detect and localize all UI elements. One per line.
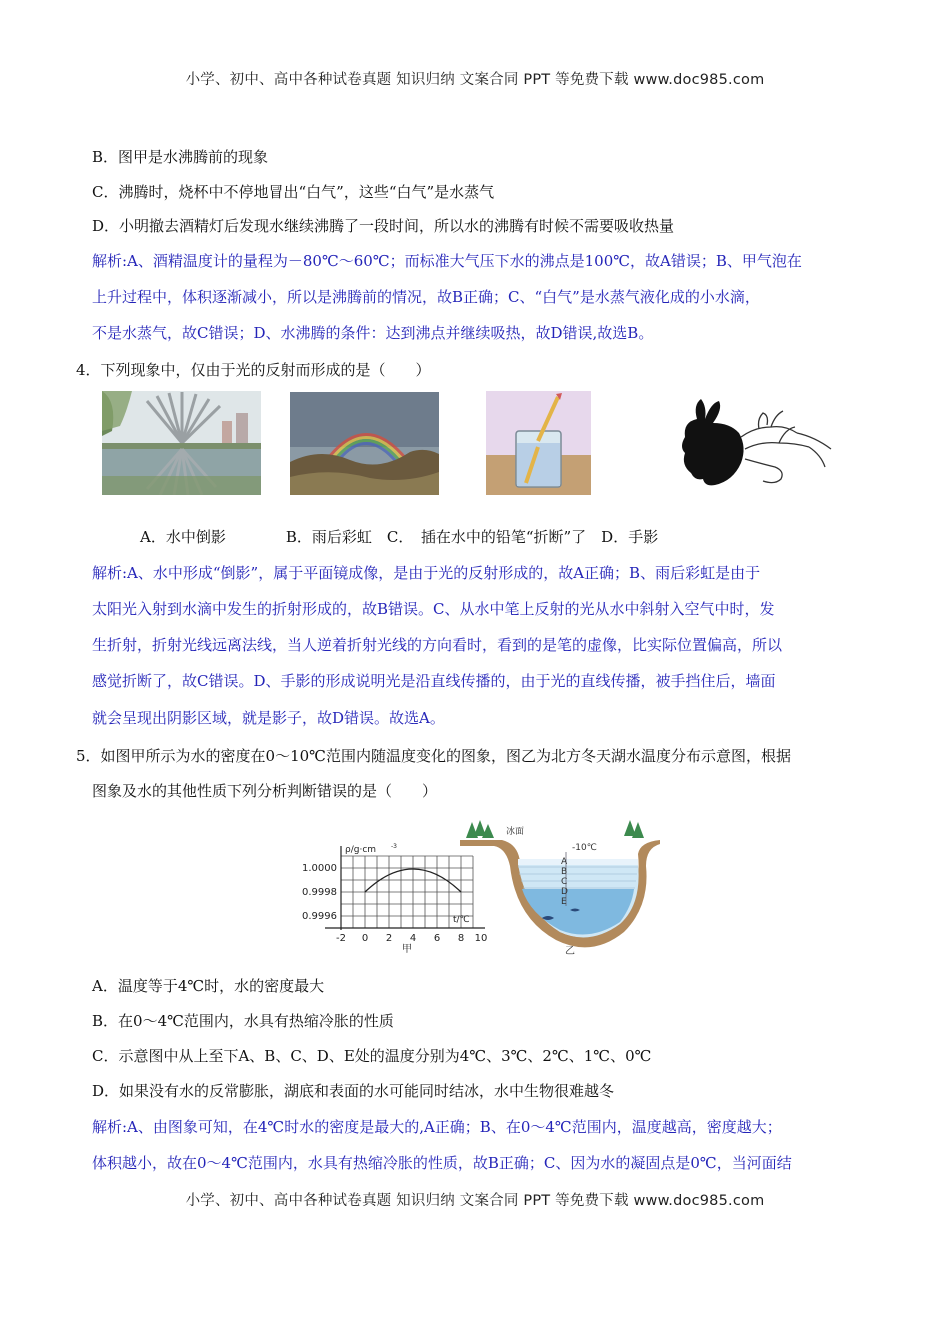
ice-surface-label: 冰面 bbox=[506, 827, 525, 837]
graph-ytick: 0.9996 bbox=[302, 911, 337, 922]
q3-analysis-line: 上升过程中，体积逐渐减小，所以是沸腾前的情况，故B正确；C、“白气”是水蒸气液化成的小水滴， bbox=[92, 288, 760, 306]
graph-xtick: 0 bbox=[361, 933, 369, 944]
point-letter: D bbox=[561, 887, 568, 897]
q4-analysis-line: 就会呈现出阴影区域，就是影子，故D错误。故选A。 bbox=[92, 709, 445, 727]
q4-stem: 4．下列现象中，仅由于光的反射而形成的是（ ） bbox=[76, 361, 431, 379]
q4-analysis-line: 解析:A、水中形成“倒影”，属于平面镜成像，是由于光的反射形成的，故A正确；B、雨后彩虹是由于 bbox=[92, 564, 761, 582]
graph-xtick: -2 bbox=[336, 933, 346, 944]
q3-option-c: C．沸腾时，烧杯中不停地冒出“白气”，这些“白气”是水蒸气 bbox=[92, 183, 495, 201]
q4-analysis-line: 感觉折断了，故C错误。D、手影的形成说明光是沿直线传播的，由于光的直线传播，被手挡住后，墙面 bbox=[92, 672, 776, 690]
q3-option-b: B．图甲是水沸腾前的现象 bbox=[92, 148, 269, 166]
graph-ylabel-exponent: -3 bbox=[391, 843, 397, 850]
q5-option-a: A．温度等于4℃时，水的密度最大 bbox=[92, 977, 325, 995]
q3-option-d: D．小明撤去酒精灯后发现水继续沸腾了一段时间，所以水的沸腾有时候不需要吸收热量 bbox=[92, 217, 675, 235]
point-letter: B bbox=[561, 867, 568, 877]
lake-temperature-diagram bbox=[457, 814, 660, 956]
q5-stem: 5．如图甲所示为水的密度在0～10℃范围内随温度变化的图象，图乙为北方冬天湖水温度分布示意图，根据 bbox=[76, 747, 791, 765]
graph-ylabel: ρ/g·cm bbox=[345, 845, 377, 855]
graph-xtick: 4 bbox=[409, 933, 417, 944]
air-temperature-label: -10℃ bbox=[572, 843, 597, 853]
point-letter: E bbox=[561, 897, 567, 907]
graph-xtick: 8 bbox=[457, 933, 465, 944]
graph-ytick: 0.9998 bbox=[302, 887, 337, 898]
q4-analysis-line: 生折射，折射光线远离法线，当人逆着折射光线的方向看时，看到的是笔的虚像，比实际位置偏高，所以 bbox=[92, 636, 783, 654]
page-header: 小学、初中、高中各种试卷真题 知识归纳 文案合同 PPT 等免费下载 www.doc985.com bbox=[185, 72, 765, 88]
q5-stem-line2: 图象及水的其他性质下列分析判断错误的是（ ） bbox=[92, 782, 438, 800]
reflection-photo bbox=[102, 391, 261, 495]
q5-option-b: B．在0～4℃范围内，水具有热缩冷胀的性质 bbox=[92, 1012, 394, 1030]
graph-xtick: 6 bbox=[433, 933, 441, 944]
q5-option-d: D．如果没有水的反常膨胀，湖底和表面的水可能同时结冰，水中生物很难越冬 bbox=[92, 1082, 615, 1100]
page-footer: 小学、初中、高中各种试卷真题 知识归纳 文案合同 PPT 等免费下载 www.doc985.com bbox=[185, 1193, 765, 1209]
point-letter: A bbox=[561, 857, 568, 867]
graph-xtick: 10 bbox=[474, 933, 488, 944]
graph-ytick: 1.0000 bbox=[302, 863, 337, 874]
point-letter: C bbox=[561, 877, 568, 887]
lake-caption: 乙 bbox=[565, 946, 575, 956]
hand-shadow-picture bbox=[675, 397, 835, 491]
q3-analysis-line: 解析:A、酒精温度计的量程为－80℃～60℃；而标准大气压下水的沸点是100℃，故A错误；B、甲气泡在 bbox=[92, 252, 802, 270]
rainbow-photo bbox=[290, 392, 439, 495]
graph-xtick: 2 bbox=[385, 933, 393, 944]
q5-analysis-line: 解析:A、由图象可知，在4℃时水的密度是最大的,A正确；B、在0～4℃范围内，温度越高，密度越大； bbox=[92, 1118, 782, 1136]
graph-caption: 甲 bbox=[402, 944, 412, 954]
q4-analysis-line: 太阳光入射到水滴中发生的折射形成的，故B错误。C、从水中笔上反射的光从水中斜射入空气中时，发 bbox=[92, 600, 775, 618]
q5-analysis-line: 体积越小，故在0～4℃范围内，水具有热缩冷胀的性质，故B正确；C、因为水的凝固点是0℃，当河面结 bbox=[92, 1154, 792, 1172]
pencil-in-water-picture bbox=[486, 391, 591, 495]
q4-choices: A．水中倒影 B．雨后彩虹 C． 插在水中的铅笔“折断”了 D．手影 bbox=[140, 528, 659, 546]
q5-option-c: C．示意图中从上至下A、B、C、D、E处的温度分别为4℃、3℃、2℃、1℃、0℃ bbox=[92, 1047, 652, 1065]
graph-xlabel: t/℃ bbox=[453, 915, 470, 925]
q3-analysis-line: 不是水蒸气，故C错误；D、水沸腾的条件：达到沸点并继续吸热，故D错误,故选B。 bbox=[92, 324, 654, 342]
